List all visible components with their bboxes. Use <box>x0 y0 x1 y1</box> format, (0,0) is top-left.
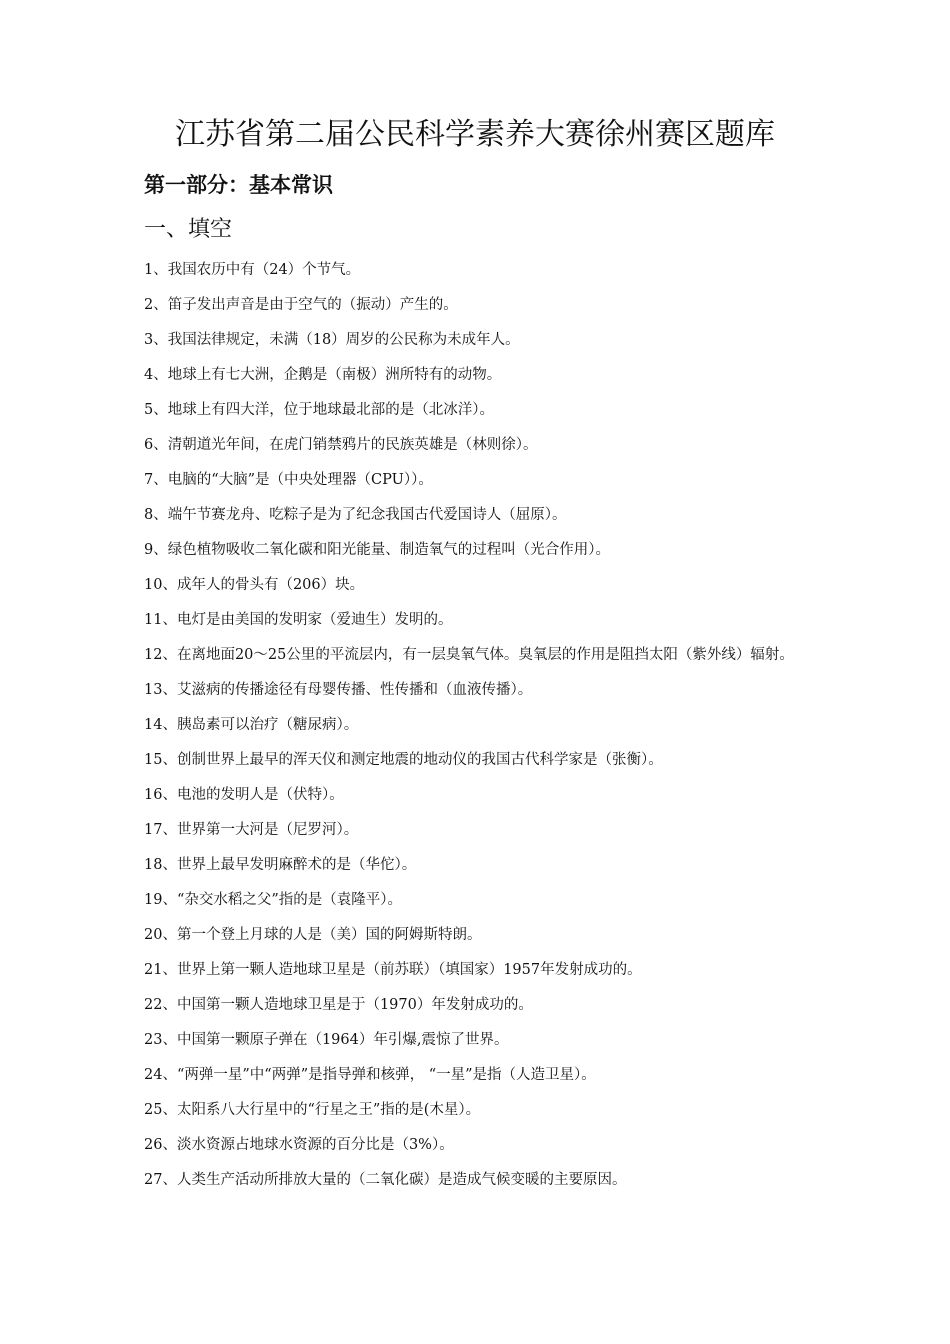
document-title: 江苏省第二届公民科学素养大赛徐州赛区题库 <box>175 117 775 152</box>
question-item: 26、淡水资源占地球水资源的百分比是（3%）。 <box>144 1137 454 1153</box>
question-item: 17、世界第一大河是（尼罗河）。 <box>144 822 359 838</box>
question-item: 22、中国第一颗人造地球卫星是于（1970）年发射成功的。 <box>144 997 533 1013</box>
question-item: 8、端午节赛龙舟、吃粽子是为了纪念我国古代爱国诗人（屈原）。 <box>144 507 567 523</box>
question-item: 4、地球上有七大洲，企鹅是（南极）洲所特有的动物。 <box>144 367 502 383</box>
question-item: 16、电池的发明人是（伏特）。 <box>144 787 344 803</box>
section-heading: 第一部分：基本常识 <box>144 173 333 197</box>
question-item: 2、笛子发出声音是由于空气的（振动）产生的。 <box>144 297 458 313</box>
question-item: 10、成年人的骨头有（206）块。 <box>144 577 365 593</box>
question-item: 27、人类生产活动所排放大量的（二氧化碳）是造成气候变暖的主要原因。 <box>144 1172 627 1188</box>
question-list <box>144 260 810 1205</box>
question-item: 3、我国法律规定，未满（18）周岁的公民称为未成年人。 <box>144 332 520 348</box>
question-item: 18、世界上最早发明麻醉术的是（华佗）。 <box>144 857 417 873</box>
question-item: 25、太阳系八大行星中的“行星之王”指的是(木星）。 <box>144 1102 481 1118</box>
subsection-heading: 一、填空 <box>144 217 233 242</box>
question-item: 1、我国农历中有（24）个节气。 <box>144 262 361 278</box>
question-item: 5、地球上有四大洋，位于地球最北部的是（北冰洋）。 <box>144 402 494 418</box>
question-item: 21、世界上第一颗人造地球卫星是（前苏联）（填国家）1957年发射成功的。 <box>144 962 642 978</box>
question-item: 20、第一个登上月球的人是（美）国的阿姆斯特朗。 <box>144 927 482 943</box>
question-item: 24、“两弹一星”中“两弹”是指导弹和核弹， “一星”是指（人造卫星）。 <box>144 1067 596 1083</box>
question-item: 9、绿色植物吸收二氧化碳和阳光能量、制造氧气的过程叫（光合作用）。 <box>144 542 610 558</box>
question-item: 11、电灯是由美国的发明家（爱迪生）发明的。 <box>144 612 453 628</box>
question-item: 14、胰岛素可以治疗（糖尿病）。 <box>144 717 359 733</box>
question-item: 19、“杂交水稻之父”指的是（袁隆平）。 <box>144 892 403 908</box>
question-item: 23、中国第一颗原子弹在（1964）年引爆,震惊了世界。 <box>144 1032 509 1048</box>
question-item: 7、电脑的“大脑”是（中央处理器（CPU））。 <box>144 472 433 488</box>
question-item: 12、在离地面20～25公里的平流层内，有一层臭氧气体。臭氧层的作用是阻挡太阳（紫外线）辐射。 <box>144 647 794 663</box>
question-item: 15、创制世界上最早的浑天仪和测定地震的地动仪的我国古代科学家是（张衡）。 <box>144 752 663 768</box>
question-item: 13、艾滋病的传播途径有母婴传播、性传播和（血液传播）。 <box>144 682 533 698</box>
question-item: 6、清朝道光年间，在虎门销禁鸦片的民族英雄是（林则徐）。 <box>144 437 538 453</box>
